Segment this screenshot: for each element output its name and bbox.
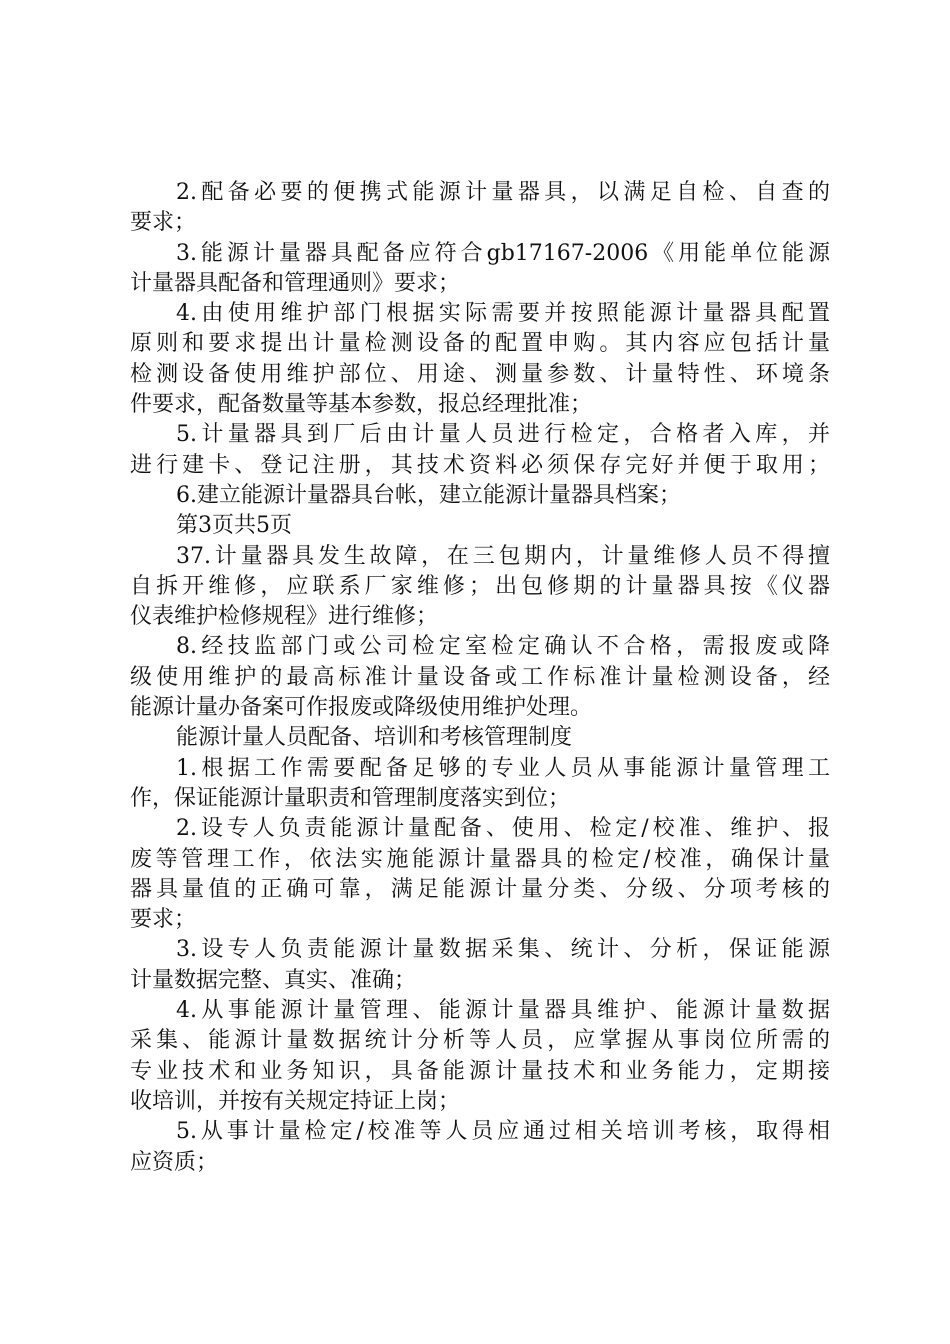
text-line: 2.设专人负责能源计量配备、使用、检定/校准、维护、报 xyxy=(176,816,830,842)
text-line: 专业技术和业务知识，具备能源计量技术和业务能力，定期接 xyxy=(130,1058,830,1084)
text-line: 6.建立能源计量器具台帐，建立能源计量器具档案； xyxy=(176,482,681,508)
text-line: 要求； xyxy=(130,907,197,933)
text-line: 器具量值的正确可靠，满足能源计量分类、分级、分项考核的 xyxy=(130,876,830,902)
text-line: 采集、能源计量数据统计分析等人员，应掌握从事岗位所需的 xyxy=(130,1028,830,1054)
text-line: 4.由使用维护部门根据实际需要并按照能源计量器具配置 xyxy=(176,301,830,327)
text-line: 应资质； xyxy=(130,1149,219,1175)
text-line: 自拆开维修，应联系厂家维修；出包修期的计量器具按《仪器 xyxy=(130,573,830,599)
text-line: 3.能源计量器具配备应符合gb17167-2006《用能单位能源 xyxy=(176,240,830,266)
text-line: 能源计量办备案可作报废或降级使用维护处理。 xyxy=(130,695,593,721)
text-line: 4.从事能源计量管理、能源计量器具维护、能源计量数据 xyxy=(176,998,830,1024)
text-line: 1.根据工作需要配备足够的专业人员从事能源计量管理工 xyxy=(176,755,830,781)
text-line: 能源计量人员配备、培训和考核管理制度 xyxy=(176,725,573,751)
text-line: 级使用维护的最高标准计量设备或工作标准计量检测设备，经 xyxy=(130,664,830,690)
text-line: 第3页共5页 xyxy=(176,513,292,539)
text-line: 8.经技监部门或公司检定室检定确认不合格，需报废或降 xyxy=(176,634,830,660)
text-line: 计量数据完整、真实、准确； xyxy=(130,967,417,993)
text-line: 仪表维护检修规程》进行维修； xyxy=(130,604,439,630)
text-line: 进行建卡、登记注册，其技术资料必须保存完好并便于取用； xyxy=(130,452,830,478)
body-text xyxy=(130,178,830,1178)
text-line: 5.计量器具到厂后由计量人员进行检定，合格者入库，并 xyxy=(176,422,830,448)
text-line: 收培训，并按有关规定持证上岗； xyxy=(130,1088,461,1114)
text-line: 作，保证能源计量职责和管理制度落实到位； xyxy=(130,785,571,811)
text-line: 检测设备使用维护部位、用途、测量参数、计量特性、环境条 xyxy=(130,361,830,387)
text-line: 原则和要求提出计量检测设备的配置申购。其内容应包括计量 xyxy=(130,331,830,357)
text-line: 废等管理工作，依法实施能源计量器具的检定/校准，确保计量 xyxy=(130,846,830,872)
text-line: 要求； xyxy=(130,210,197,236)
text-line: 3.设专人负责能源计量数据采集、统计、分析，保证能源 xyxy=(176,937,830,963)
text-line: 2.配备必要的便携式能源计量器具，以满足自检、自查的 xyxy=(176,180,830,205)
text-line: 5.从事计量检定/校准等人员应通过相关培训考核，取得相 xyxy=(176,1119,830,1145)
text-line: 计量器具配备和管理通则》要求； xyxy=(130,270,461,296)
text-line: 件要求，配备数量等基本参数，报总经理批准； xyxy=(130,392,593,418)
text-line: 37.计量器具发生故障，在三包期内，计量维修人员不得擅 xyxy=(176,543,830,569)
